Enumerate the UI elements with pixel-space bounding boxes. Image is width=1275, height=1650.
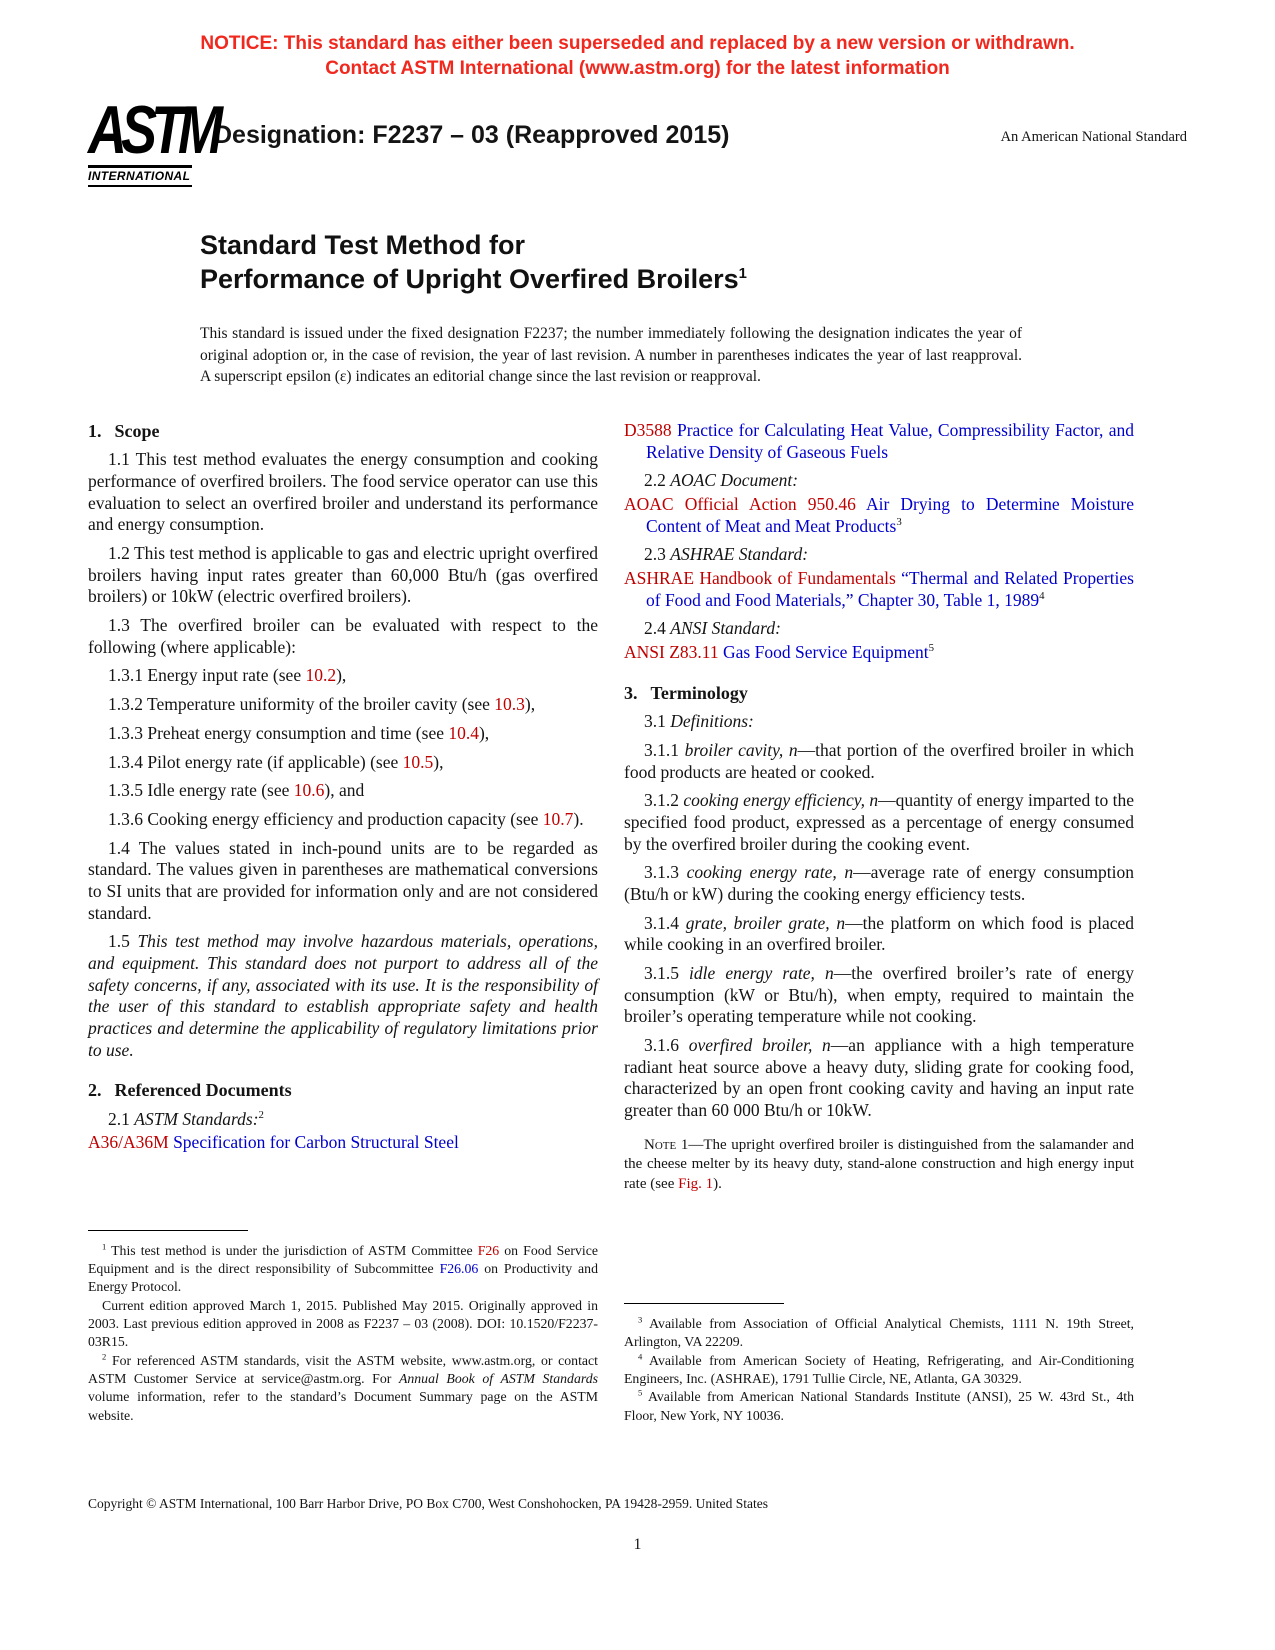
text-run: —quantity of energy imparted to the specified food product, expressed as a percentage of energy consumed by the overfired broiler during the cooking event. [624, 790, 1134, 854]
designation-title: Designation: F2237 – 03 (Reapproved 2015) [214, 121, 730, 150]
text-run: 1.3.2 Temperature uniformity of the broiler cavity (see [108, 694, 495, 715]
link-a36-title[interactable]: Specification for Carbon Structural Steel [168, 1132, 459, 1153]
text-run: volume information, refer to the standard’s Document Summary page on the ASTM website. [88, 1389, 598, 1423]
note-1 [624, 1136, 1134, 1195]
text-run: Available from American Society of Heating, Refrigerating, and Air-Conditioning Engineers, Inc. (ASHRAE), 1791 Tullie Circle, NE, Atlanta, GA 30329. [624, 1352, 1134, 1386]
footnote-rule-left [88, 1230, 248, 1231]
left-column [88, 420, 598, 1425]
astm-logo-text: ASTM [88, 93, 217, 169]
para-3-1-3 [624, 862, 1134, 905]
para-1-3-4 [88, 752, 598, 774]
title-footnote-marker: 1 [738, 266, 747, 283]
para-1-3-5 [88, 780, 598, 802]
para-1-4 [88, 838, 598, 925]
text-run: ASTM Standards: [134, 1108, 259, 1129]
left-footnote-block [88, 1216, 598, 1425]
text-run: This test method is under the jurisdiction of ASTM Committee [106, 1242, 478, 1258]
reference-aoac [624, 494, 1134, 537]
reference-ansi [624, 642, 1134, 664]
para-1-5 [88, 931, 598, 1061]
text-run: 2.4 [644, 618, 671, 639]
text-run: For referenced ASTM standards, visit the ASTM website, www.astm.org, or contact ASTM Customer Service at service@astm.org. For [88, 1352, 598, 1386]
title-block [200, 229, 1187, 388]
superscript-marker: 2 [102, 1350, 107, 1361]
para-2-4 [624, 618, 1134, 640]
link-fig-1[interactable]: Fig. 1 [678, 1175, 714, 1192]
reference-a36 [88, 1132, 598, 1154]
copyright-line: Copyright © ASTM International, 100 Barr Harbor Drive, PO Box C700, West Conshohocken, PA 19428-2959. United States [88, 1496, 769, 1511]
para-1-2 [88, 543, 598, 608]
text-run: 1.3 The overfired broiler can be evaluated with respect to the following (where applicable): [88, 615, 598, 657]
text-run: Annual Book of ASTM Standards [398, 1370, 598, 1386]
reference-ashrae [624, 568, 1134, 611]
text-run: 1.3.1 Energy input rate (see [108, 665, 306, 686]
para-3-1 [624, 711, 1134, 733]
para-1-3-2 [88, 694, 598, 716]
text-run: 3.1.6 [644, 1035, 689, 1056]
ref-10-4[interactable]: 10.4 [448, 722, 479, 743]
link-ansi[interactable]: ANSI Z83.11 [624, 642, 719, 663]
link-d3588[interactable]: D3588 [624, 419, 672, 440]
text-run: cooking energy rate, n [686, 862, 854, 883]
text-run: overfired broiler, n [688, 1035, 831, 1056]
section-1-title: Scope [114, 420, 160, 441]
superscript-marker: 5 [638, 1387, 643, 1398]
text-run: ), [478, 722, 490, 743]
section-3-title: Terminology [650, 682, 748, 703]
footnote-4 [624, 1352, 1134, 1389]
para-1-3 [88, 615, 598, 658]
section-2-number: 2. [88, 1080, 102, 1101]
text-run: ). [713, 1175, 722, 1192]
page-number: 1 [633, 1536, 642, 1553]
text-run: 3.1.5 [644, 963, 690, 983]
text-run: —the overfired broiler’s rate of energy consumption (kW or Btu/h), when empty, required to maintain the broiler’s operating temperature while not cooking. [624, 963, 1134, 1027]
text-run: Note 1 [644, 1136, 689, 1153]
para-3-1-5 [624, 963, 1134, 1028]
text-run: 3.1.4 [644, 912, 686, 933]
section-3-number: 3. [624, 682, 638, 703]
text-run: 1.1 This test method evaluates the energy consumption and cooking performance of overfired broilers. The food service operator can use this evaluation to select an overfired broiler and understand its performance and energy consumption. [88, 449, 598, 535]
superscript-marker: 4 [638, 1350, 643, 1361]
superscript-marker: 3 [638, 1314, 643, 1325]
text-run: This test method may involve hazardous materials, operations, and equipment. This standard does not purport to address all of the safety concerns, if any, associated with its use. It is the responsibility of the user of this standard to establish appropriate safety and health practices and determine the applicability of regulatory limitations prior to use. [88, 931, 598, 1060]
text-run: on Food Service Equipment and is the direct responsibility of Subcommittee [88, 1242, 598, 1276]
text-run: 3.1.3 [644, 862, 687, 883]
text-run: —the platform on which food is placed while cooking in an overfired broiler. [624, 912, 1134, 955]
text-run: ), [433, 751, 444, 772]
para-1-3-1 [88, 665, 598, 687]
text-run: 1.3.5 Idle energy rate (see [108, 780, 294, 801]
text-run: ASHRAE Standard: [670, 544, 809, 565]
footnote-rule-right [624, 1303, 784, 1304]
superscript-marker: 5 [928, 642, 935, 655]
text-run: grate, broiler grate, n [685, 912, 846, 933]
superscript-marker: 3 [896, 515, 902, 528]
text-run: 3.1.2 [644, 790, 684, 811]
text-run: —average rate of energy consumption (Btu/h or kW) during the cooking energy efficiency tests. [624, 862, 1134, 904]
section-2-heading [88, 1079, 598, 1101]
section-1-heading [88, 420, 598, 442]
text-run: idle energy rate, n [689, 963, 834, 983]
text-run: 1.4 The values stated in inch-pound units are to be regarded as standard. The values given in parentheses are mathematical conversions to SI units that are provided for information only and are not considered standard. [88, 837, 598, 923]
text-run: ), and [324, 780, 365, 801]
ref-10-5[interactable]: 10.5 [402, 751, 434, 772]
para-3-1-6 [624, 1035, 1134, 1122]
para-1-3-3 [88, 723, 598, 745]
text-run: ), [336, 665, 347, 686]
footnote-1-edition [88, 1297, 598, 1352]
superscript-marker: 4 [1039, 589, 1045, 602]
text-run: cooking energy efficiency, n [683, 790, 879, 811]
text-run: ), [524, 694, 536, 715]
para-1-3-6 [88, 809, 598, 831]
ref-10-6[interactable]: 10.6 [293, 780, 325, 801]
para-3-1-2 [624, 790, 1134, 855]
ref-10-3[interactable]: 10.3 [494, 694, 525, 715]
text-run: Current edition approved March 1, 2015. Published May 2015. Originally approved in 2003. Last previous edition approved in 2008 as F2237 – 03 (2008). DOI: 10.1520/F2237-03R15. [88, 1297, 598, 1350]
issuance-statement: This standard is issued under the fixed designation F2237; the number immediately following the designation indicates the year of original adoption or, in the case of revision, the year of last revision. A number in parentheses indicates the year of last reapproval. A superscript epsilon (ε) indicates an editorial change since the last revision or reapproval. [200, 324, 1022, 386]
para-2-1 [88, 1109, 598, 1131]
reference-d3588 [624, 420, 1134, 463]
text-run: ). [573, 808, 584, 829]
text-run: Definitions: [670, 711, 754, 732]
text-run: 3.1 [644, 711, 671, 732]
ref-10-2[interactable]: 10.2 [305, 665, 337, 686]
link-ashrae-title[interactable]: “Thermal and Related Properties of Food and Food Materials,” Chapter 30, Table 1, 1989 [646, 568, 1134, 610]
footnote-3 [624, 1315, 1134, 1352]
document-header [88, 93, 1187, 211]
title-line-1: Standard Test Method for [200, 230, 526, 261]
text-run: 1.5 [108, 931, 138, 952]
link-ansi-title[interactable]: Gas Food Service Equipment [718, 642, 929, 663]
document-title [200, 229, 1187, 297]
text-run: 2.2 [644, 470, 671, 491]
footnote-1 [88, 1242, 598, 1297]
astm-logo [88, 93, 217, 186]
notice-line-1: NOTICE: This standard has either been superseded and replaced by a new version or withdrawn. [200, 33, 1075, 54]
section-3-heading [624, 682, 1134, 704]
para-3-1-4 [624, 913, 1134, 956]
para-2-3 [624, 544, 1134, 566]
title-line-2: Performance of Upright Overfired Broilers [200, 264, 739, 295]
superscript-marker: 2 [258, 1108, 264, 1121]
link-ashrae[interactable]: ASHRAE Handbook of Fundamentals [624, 568, 896, 589]
text-run: broiler cavity, n [684, 739, 798, 760]
para-2-2 [624, 470, 1134, 492]
text-run: 1.3.6 Cooking energy efficiency and production capacity (see [108, 808, 543, 829]
right-column [624, 420, 1134, 1425]
text-run: AOAC Document: [670, 470, 799, 491]
text-run: on Productivity and Energy Protocol. [88, 1260, 598, 1295]
text-run: 1.3.3 Preheat energy consumption and time (see [108, 722, 449, 743]
text-run: 1.3.4 Pilot energy rate (if applicable) (see [108, 751, 403, 772]
text-run: —The upright overfired broiler is distinguished from the salamander and the cheese melter by its heavy duty, stand-alone construction and high energy input rate (see [624, 1136, 1134, 1192]
section-1-number: 1. [88, 420, 102, 441]
para-1-1 [88, 449, 598, 536]
text-run: 3.1.1 [644, 739, 685, 760]
text-run: 2.3 [644, 544, 671, 565]
text-run: 1.2 This test method is applicable to gas and electric upright overfired broilers having input rates greater than 60,000 Btu/h (gas overfired broilers) or 10kW (electric overfired broilers). [88, 543, 598, 607]
text-run: 2.1 [108, 1108, 135, 1129]
link-aoac[interactable]: AOAC Official Action 950.46 [624, 494, 856, 514]
link-aoac-title[interactable]: Air Drying to Determine Moisture Content of Meat and Meat Products [646, 494, 1134, 536]
link-f26[interactable]: F26 [477, 1242, 500, 1258]
footnote-5 [624, 1388, 1134, 1425]
link-f26-06[interactable]: F26.06 [439, 1260, 479, 1276]
text-run: —that portion of the overfired broiler in which food products are heated or cooked. [624, 739, 1135, 782]
link-d3588-title[interactable]: Practice for Calculating Heat Value, Compressibility Factor, and Relative Density of Gaseous Fuels [646, 419, 1134, 462]
national-standard-label: An American National Standard [1000, 129, 1187, 146]
text-run: —an appliance with a high temperature radiant heat source above a heavy duty, sliding grate for cooking food, characterized by an open front cooking cavity and having an input rate greater than 60 000 Btu/h or 10kW. [624, 1035, 1134, 1121]
section-2-title: Referenced Documents [114, 1080, 292, 1101]
superscript-marker: 1 [102, 1240, 107, 1251]
para-3-1-1 [624, 740, 1134, 783]
supersession-notice [88, 32, 1187, 81]
astm-logo-subtext: INTERNATIONAL [88, 165, 192, 187]
notice-line-2: Contact ASTM International (www.astm.org) for the latest information [325, 57, 950, 79]
text-run: Available from American National Standards Institute (ANSI), 25 W. 43rd St., 4th Floor, New York, NY 10036. [624, 1389, 1134, 1423]
two-column-body [88, 420, 1187, 1425]
right-footnote-block [624, 1289, 1134, 1425]
text-run: ANSI Standard: [670, 618, 781, 639]
ref-10-7[interactable]: 10.7 [542, 808, 574, 829]
link-a36[interactable]: A36/A36M [88, 1132, 169, 1153]
text-run: Available from Association of Official Analytical Chemists, 1111 N. 19th Street, Arlington, VA 22209. [624, 1315, 1134, 1350]
footnote-2 [88, 1352, 598, 1425]
